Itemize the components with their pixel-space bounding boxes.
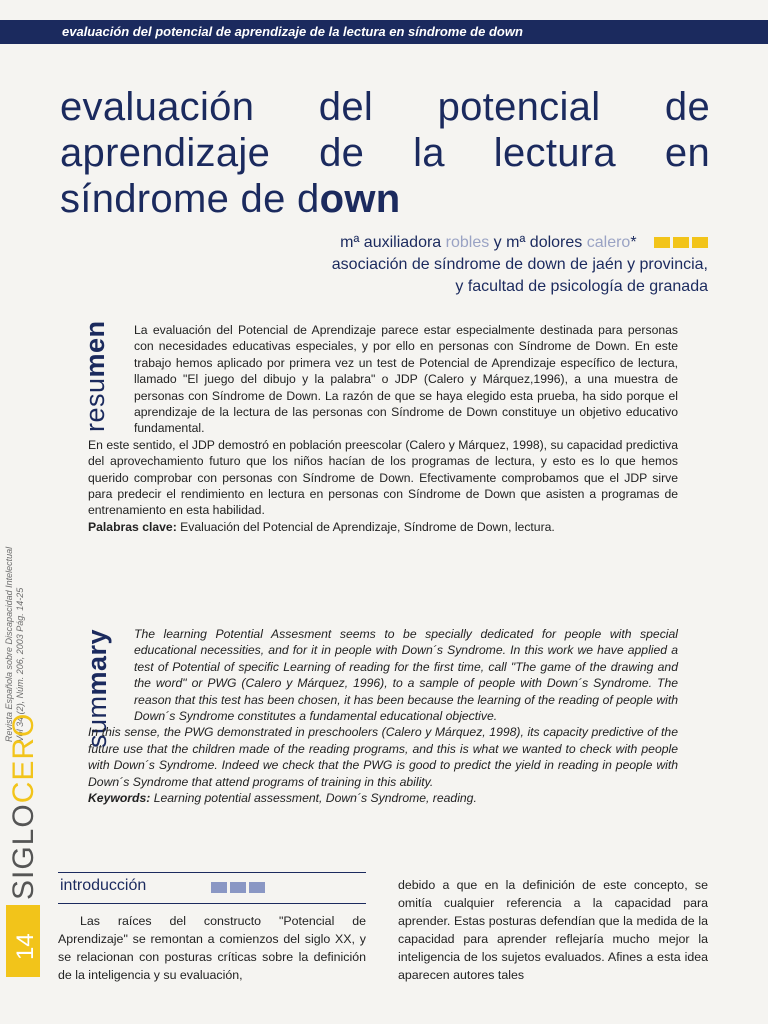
intro-paragraph-left: Las raíces del constructo "Potencial de Aprendizaje" se remontan a comienzos del siglo XX, y se relacionan con posturas críticas sobre la definición de la inteligencia y su evaluación, xyxy=(58,914,366,982)
section-heading-label: introducción xyxy=(60,877,147,894)
page-number: 14 xyxy=(12,933,39,960)
title-bold-end: own xyxy=(319,177,401,221)
author-text: mª auxiliadora xyxy=(340,234,446,251)
resumen-label-light: resu xyxy=(80,377,110,432)
author-surname: calero xyxy=(586,234,631,251)
resumen-paragraph-1: La evaluación del Potencial de Aprendizaje parece estar especialmente destinada para personas con necesidades educativas especiales, y por ello en personas con Síndrome de Down. En este trabajo hemos aplicado por primera vez un test de Potencial de Aprendizaje específico de lectura, llamado "El juego del dibujo y la palabra" o JDP (Calero y Márquez,1996), a una muestra de personas con Síndrome de Down. La razón de que se haya elegido esta prueba, ha sido porque el aprendizaje de la lectura de las personas con Síndrome de Down constituye un objetivo educativo fundamental. xyxy=(134,323,678,436)
section-heading-introduccion xyxy=(58,872,366,904)
affiliation-line-1: asociación de síndrome de down de jaén y provincia, xyxy=(331,256,708,273)
summary-keywords xyxy=(88,790,678,806)
running-title: evaluación del potencial de aprendizaje de la lectura en síndrome de down xyxy=(62,24,523,39)
keywords-text: Learning potential assessment, Down´s Syndrome, reading. xyxy=(150,791,477,806)
intro-paragraph-right: debido a que en la definición de este concepto, se omitía cualquier referencia a la capacidad para aprender. Estas posturas defendían que la medida de la capacidad para aprender reflejaría mucho mejor la inteligencia de los sujetos evaluados. Afines a esta idea aparecen autores tales xyxy=(398,878,708,982)
authors-block xyxy=(148,232,708,298)
running-header-bar xyxy=(0,20,768,44)
summary-paragraph-1: The learning Potential Assesment seems to be specially dedicated for people with special educational necessities, and for it in people with Down´s Syndrome. In this work we have applied a test of Potential of specific Learning of reading for the first time, call "The game of the drawing and the word" or PWG (Calero y Márquez, 1996), to a sample of people with Down´s Syndrome. The reason that this test has been chosen, it has been because the learning of the reading of people with Down´s Syndrome constitutes a fundamental educational objective. xyxy=(134,627,678,724)
resumen-paragraph-2: En este sentido, el JDP demostró en población preescolar (Calero y Márquez, 1998), su capacidad predictiva del aprovechamiento futuro que los niños hacían de los programas de lectura, y esto es lo que hemos querido comprobar con personas con Síndrome de Down. Efectivamente comprobamos que el JDP sirve para predecir el rendimiento en lectura en personas con Síndrome de Down que asisten a programas de entrenamiento en esta habilidad. xyxy=(88,437,678,518)
article-title xyxy=(60,84,710,222)
keywords-text: Evaluación del Potencial de Aprendizaje, Síndrome de Down, lectura. xyxy=(176,519,555,534)
keywords-label: Keywords: xyxy=(88,791,151,806)
resumen-keywords xyxy=(88,519,678,535)
journal-line-1: Revista Española sobre Discapacidad Intelectual xyxy=(4,546,14,742)
intro-column-left xyxy=(58,912,366,984)
author-surname: robles xyxy=(445,234,490,251)
journal-line-2: Vol 34 (2), Núm. 206, 2003 Pág. 14-25 xyxy=(15,587,25,742)
resumen-section xyxy=(88,322,678,535)
intro-column-right xyxy=(398,876,708,984)
magazine-logo-part-2: CERO xyxy=(7,712,40,804)
decorative-squares-blue xyxy=(208,879,265,897)
summary-section xyxy=(88,626,678,806)
affiliation-line-2: y facultad de psicología de granada xyxy=(455,278,708,295)
summary-paragraph-2: In this sense, the PWG demonstrated in preschoolers (Calero y Márquez, 1998), its capacity predictive of the future use that the children made of the reading programs, and this is what we wanted to check with people with Down´s Syndrome. Indeed we check that the PWG is good to predict the yield in reading in people with Down´s Syndrome that attend programs of training in this ability. xyxy=(88,725,678,789)
summary-label-light: sum xyxy=(82,695,112,748)
author-line-1 xyxy=(148,232,708,254)
page-number-box xyxy=(6,905,40,977)
decorative-squares-yellow xyxy=(651,232,708,254)
resumen-label-bold: men xyxy=(80,320,110,378)
magazine-logo-part-1: SIGLO xyxy=(7,803,40,900)
author-text: y mª dolores xyxy=(489,234,587,251)
summary-label-bold: mary xyxy=(82,628,112,696)
title-main: evaluación del potencial de aprendizaje de la lectura en síndrome de d xyxy=(60,85,710,221)
magazine-logo xyxy=(7,713,41,900)
keywords-label: Palabras clave: xyxy=(88,519,177,534)
author-footnote-mark: * xyxy=(630,234,637,251)
